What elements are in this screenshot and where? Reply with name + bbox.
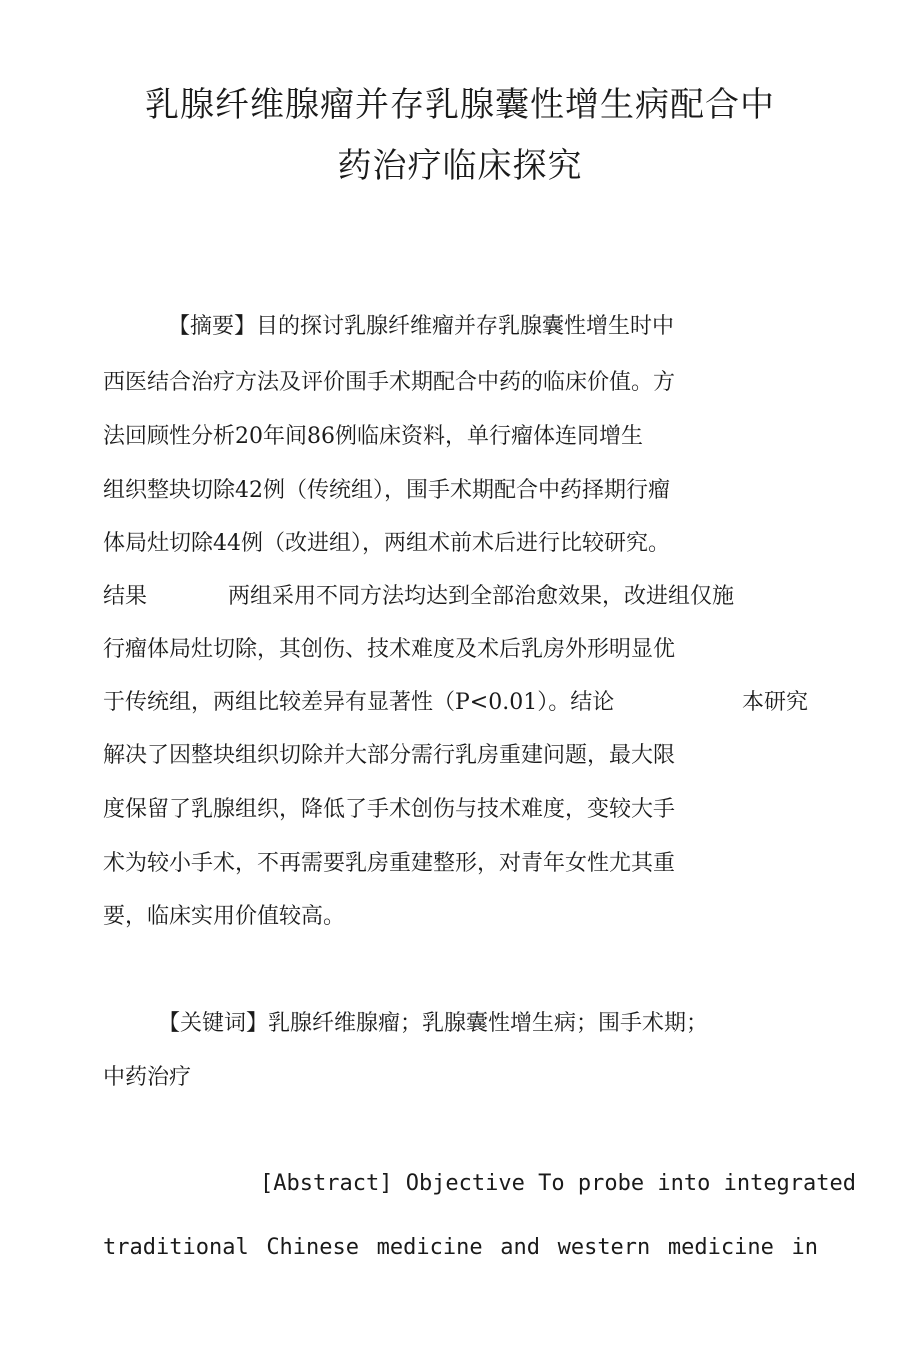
abstract-line-2: 西医结合治疗方法及评价围手术期配合中药的临床价值。方 xyxy=(103,370,676,395)
abstract-line-1: 【摘要】目的探讨乳腺纤维瘤并存乳腺囊性增生时中 xyxy=(168,314,675,339)
abstract-line-7: 行瘤体局灶切除，其创伤、技术难度及术后乳房外形明显优 xyxy=(103,637,676,662)
abstract-line-8: 于传统组，两组比较差异有显著性（P<0.01）。结论 xyxy=(103,690,615,715)
abstract-line-9: 解决了因整块组织切除并大部分需行乳房重建问题，最大限 xyxy=(103,743,676,768)
abstract-en-line-2 xyxy=(103,1237,818,1259)
abstract-en-word: and xyxy=(500,1235,540,1260)
abstract-en-word: traditional xyxy=(103,1235,249,1260)
abstract-line-12: 要，临床实用价值较高。 xyxy=(103,904,346,929)
abstract-line-11: 术为较小手术，不再需要乳房重建整形，对青年女性尤其重 xyxy=(103,851,676,876)
keywords-line-1: 【关键词】乳腺纤维腺瘤；乳腺囊性增生病；围手术期； xyxy=(158,1011,709,1036)
abstract-line-5: 体局灶切除44例（改进组），两组术前术后进行比较研究。 xyxy=(103,531,670,556)
abstract-en-word: in xyxy=(791,1235,818,1260)
abstract-label-result: 结果 xyxy=(103,584,148,609)
abstract-en-word: medicine xyxy=(667,1235,774,1260)
abstract-en-word: western xyxy=(557,1235,651,1260)
abstract-en-line-1: [Abstract] Objective To probe into integrated xyxy=(260,1171,857,1196)
keywords-line-2: 中药治疗 xyxy=(103,1065,192,1090)
abstract-en-word: Chinese xyxy=(266,1235,360,1260)
abstract-line-6: 两组采用不同方法均达到全部治愈效果，改进组仅施 xyxy=(228,584,735,609)
abstract-line-4: 组织整块切除42例（传统组），围手术期配合中药择期行瘤 xyxy=(103,478,670,503)
abstract-line-10: 度保留了乳腺组织，降低了手术创伤与技术难度，变较大手 xyxy=(103,797,676,822)
abstract-en-word: medicine xyxy=(376,1235,483,1260)
abstract-line-3: 法回顾性分析20年间86例临床资料，单行瘤体连同增生 xyxy=(103,424,643,449)
title-line-1: 乳腺纤维腺瘤并存乳腺囊性增生病配合中 xyxy=(145,85,775,125)
abstract-label-study: 本研究 xyxy=(742,690,809,715)
title-line-2: 药治疗临床探究 xyxy=(337,146,583,186)
